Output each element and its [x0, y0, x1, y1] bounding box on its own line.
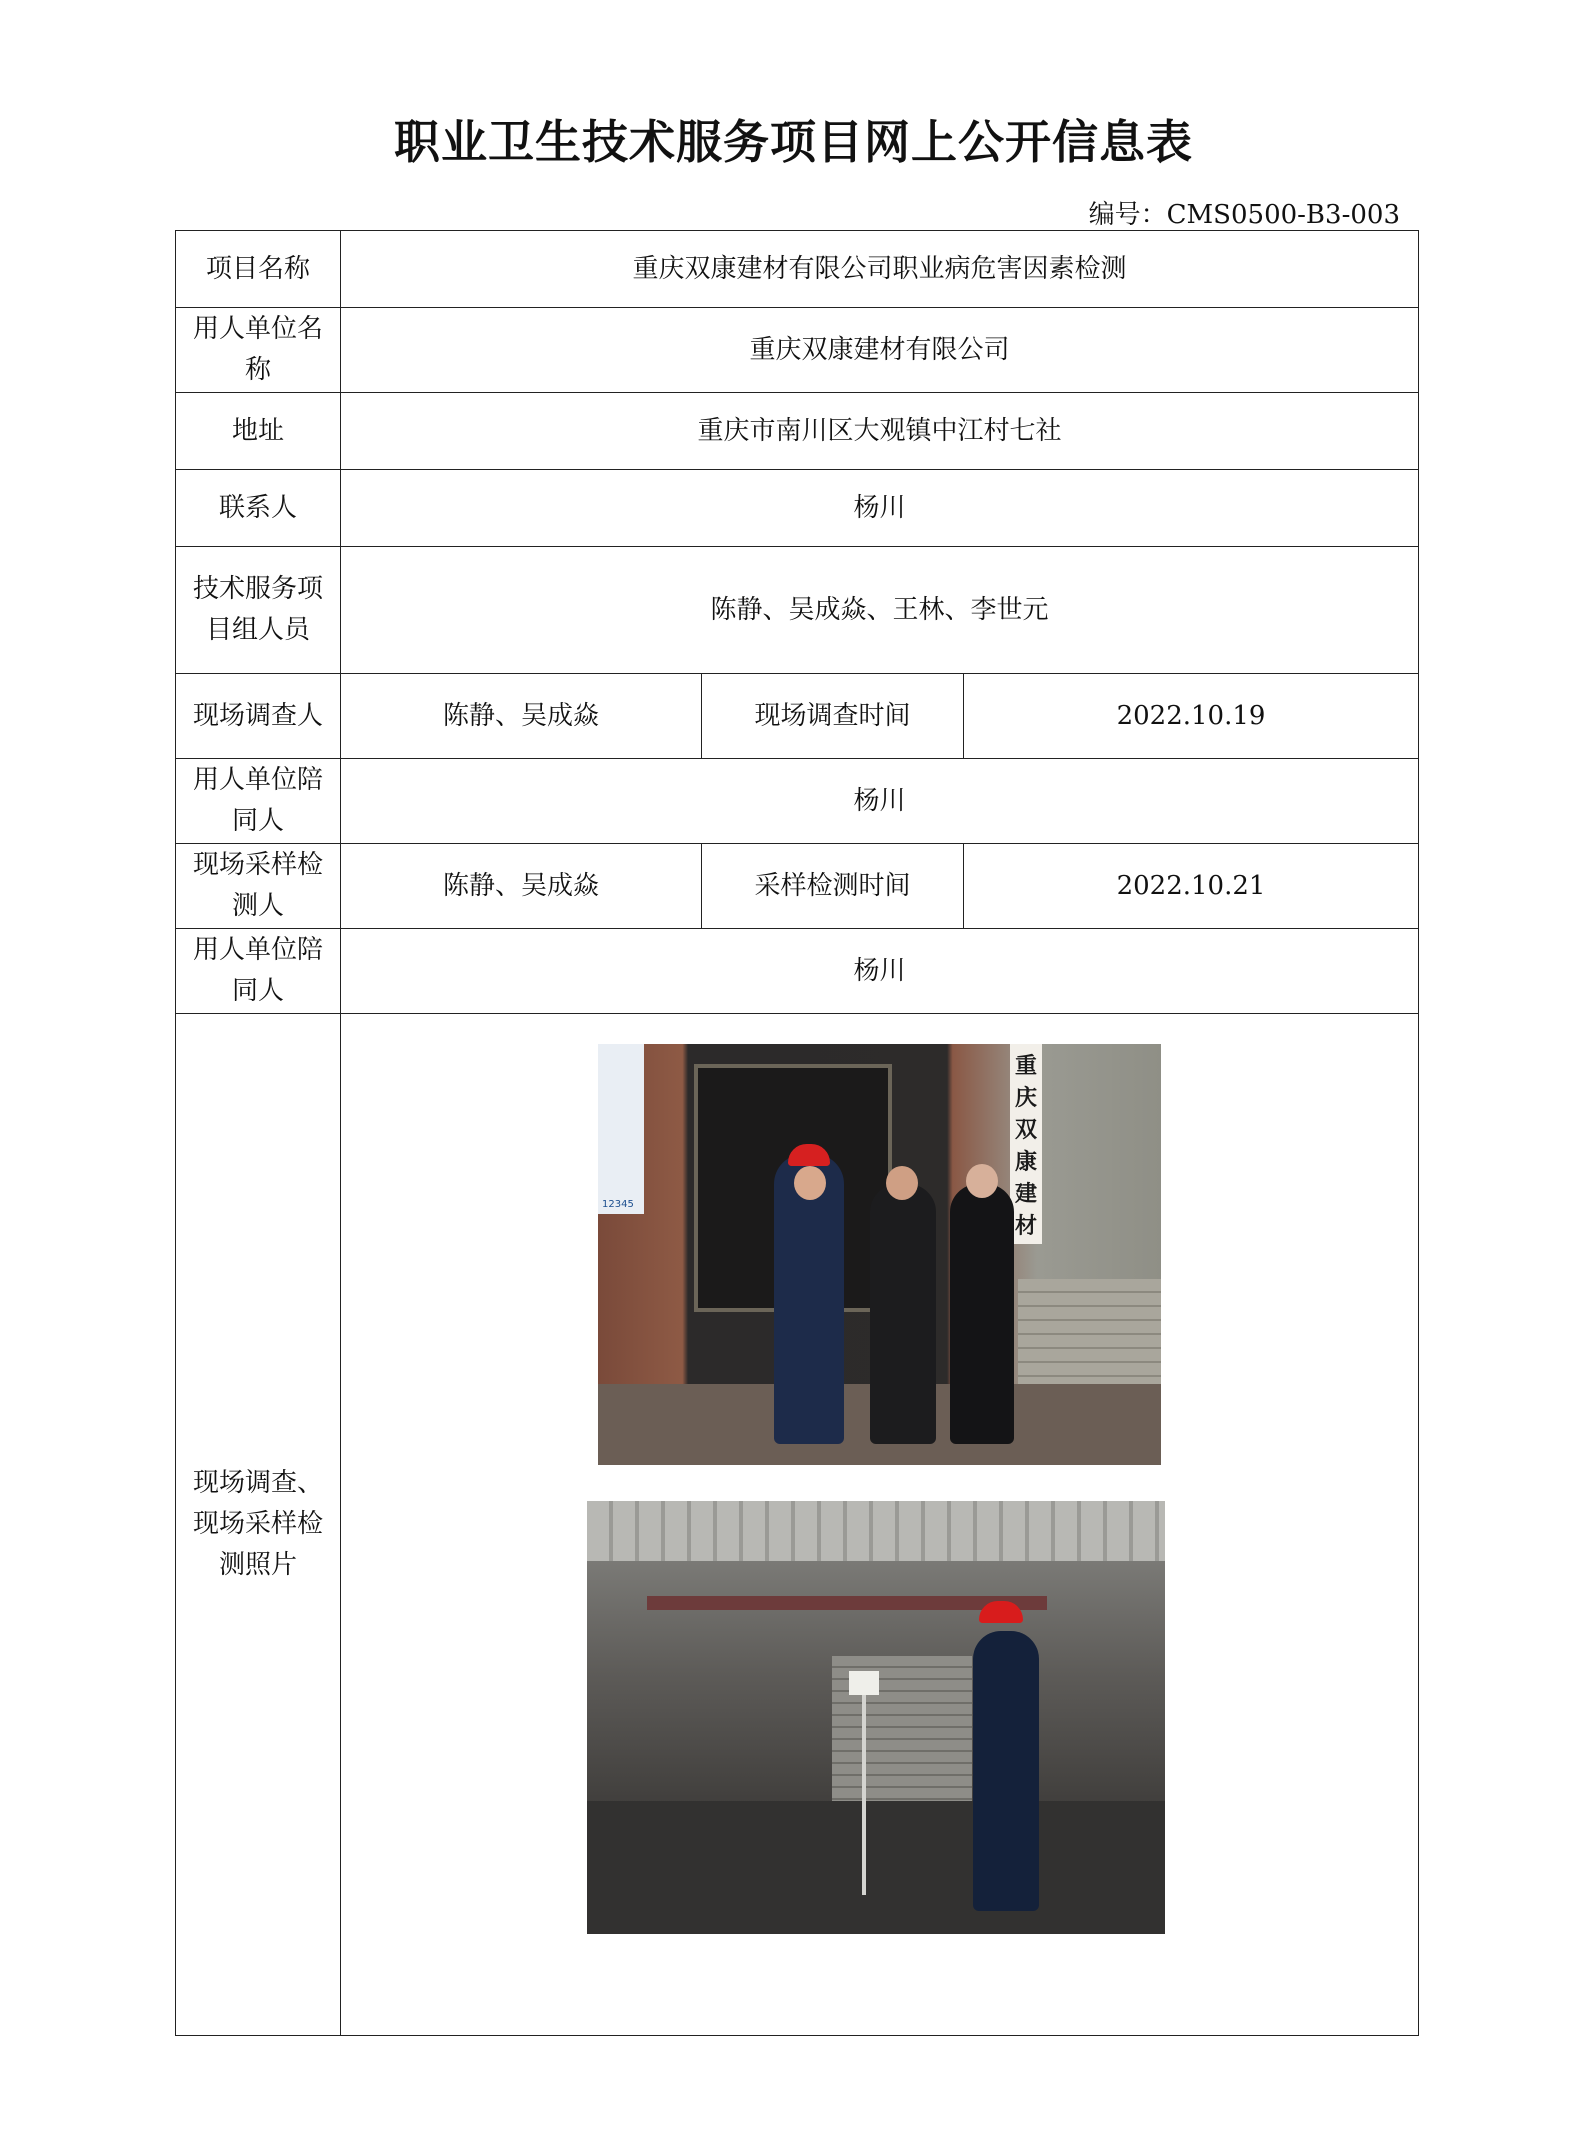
sampling-instrument — [849, 1671, 879, 1695]
sampling-time-label: 采样检测时间 — [702, 844, 964, 929]
survey-escort-label: 用人单位陪同人 — [176, 759, 341, 844]
sampling-photo — [587, 1501, 1165, 1934]
notice-board — [598, 1044, 644, 1214]
address-value: 重庆市南川区大观镇中江村七社 — [341, 393, 1419, 470]
person-2-face — [886, 1166, 918, 1200]
wet-floor — [587, 1801, 1165, 1934]
page-title: 职业卫生技术服务项目网上公开信息表 — [394, 115, 1193, 169]
survey-label: 现场调查人 — [176, 674, 341, 759]
contact-value: 杨川 — [341, 470, 1419, 547]
row-address — [176, 393, 1419, 470]
info-table — [175, 230, 1419, 2036]
sampling-time-value: 2022.10.21 — [964, 844, 1419, 929]
sampling-escort-value: 杨川 — [341, 929, 1419, 1014]
sampling-escort-label: 用人单位陪同人 — [176, 929, 341, 1014]
sampling-label: 现场采样检测人 — [176, 844, 341, 929]
sampling-value: 陈静、吴成焱 — [341, 844, 702, 929]
address-label: 地址 — [176, 393, 341, 470]
person-1-face — [794, 1166, 826, 1200]
survey-value: 陈静、吴成焱 — [341, 674, 702, 759]
person-2 — [870, 1184, 936, 1444]
project-name-label: 项目名称 — [176, 231, 341, 308]
project-name-value: 重庆双康建材有限公司职业病危害因素检测 — [341, 231, 1419, 308]
photos-label: 现场调查、现场采样检测照片 — [176, 1014, 341, 2036]
photo-group — [347, 1044, 1412, 1934]
technician — [973, 1631, 1039, 1911]
survey-time-label: 现场调查时间 — [702, 674, 964, 759]
employer-label: 用人单位名称 — [176, 308, 341, 393]
row-survey — [176, 674, 1419, 759]
person-3-face — [966, 1164, 998, 1198]
team-label: 技术服务项目组人员 — [176, 547, 341, 674]
tripod-stand — [862, 1695, 866, 1895]
row-sampling — [176, 844, 1419, 929]
site-survey-photo — [598, 1044, 1161, 1465]
contact-label: 联系人 — [176, 470, 341, 547]
company-sign-text: 重庆双康建材 — [1014, 1053, 1037, 1239]
row-employer — [176, 308, 1419, 393]
company-sign — [1010, 1044, 1042, 1244]
team-value: 陈静、吴成焱、王林、李世元 — [341, 547, 1419, 674]
notice-board-text: 12345 — [602, 1199, 634, 1210]
factory-roof — [587, 1501, 1165, 1561]
row-survey-escort — [176, 759, 1419, 844]
row-contact — [176, 470, 1419, 547]
row-sampling-escort — [176, 929, 1419, 1014]
row-photos — [176, 1014, 1419, 2036]
employer-value: 重庆双康建材有限公司 — [341, 308, 1419, 393]
document-number: 编号：CMS0500-B3-003 — [1088, 200, 1400, 230]
row-project-name — [176, 231, 1419, 308]
row-team — [176, 547, 1419, 674]
red-helmet — [979, 1601, 1023, 1623]
survey-escort-value: 杨川 — [341, 759, 1419, 844]
photos-cell — [341, 1014, 1419, 2036]
survey-time-value: 2022.10.19 — [964, 674, 1419, 759]
person-3 — [950, 1184, 1014, 1444]
